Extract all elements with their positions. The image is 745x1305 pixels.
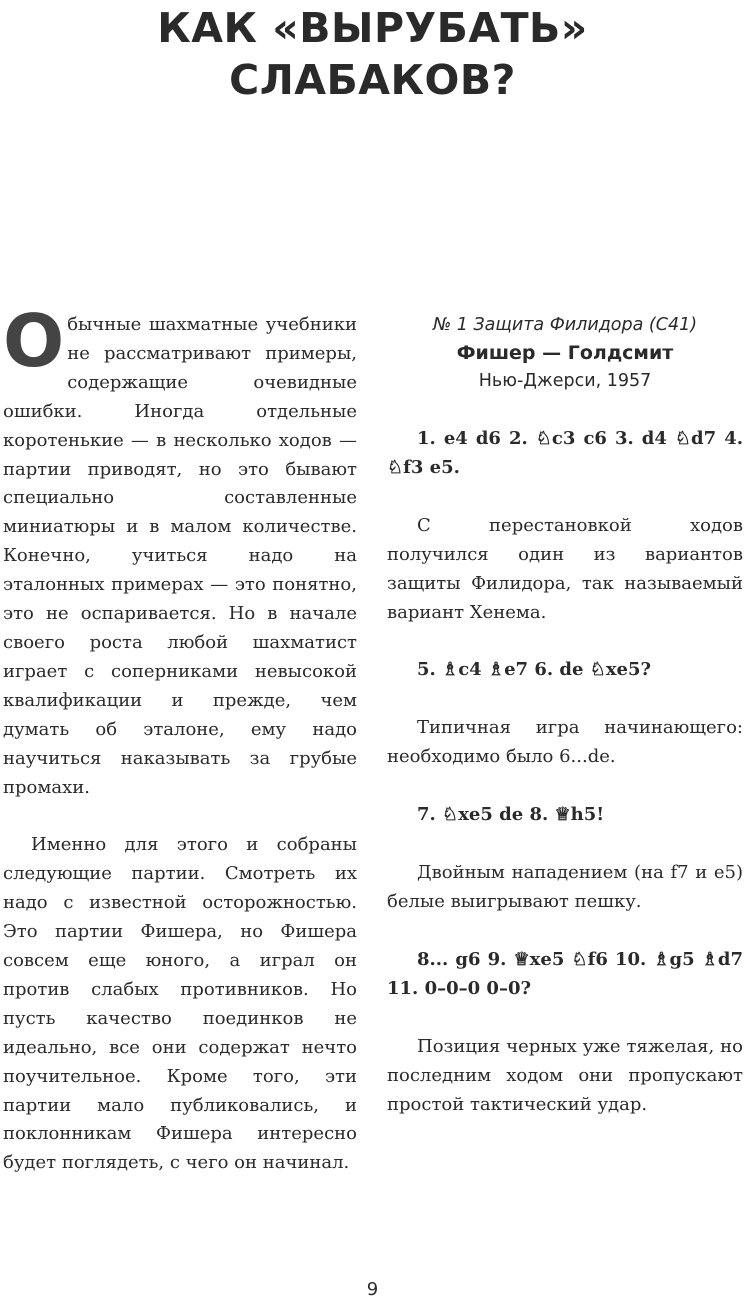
comment-block-2: Типичная игра начинающего: необходимо было 6...de. bbox=[387, 717, 743, 768]
page-number: 9 bbox=[366, 1279, 379, 1300]
moves-block-2: 5. ♗c4 ♗e7 6. de ♘xe5? bbox=[417, 659, 652, 681]
right-column bbox=[387, 311, 743, 1119]
game-header bbox=[387, 311, 743, 395]
moves-block-3: 7. ♘xe5 de 8. ♕h5! bbox=[417, 804, 605, 826]
comment-block-1: С перестановкой ходов получился один из вариантов защиты Филидора, так называемый вариант Хенема. bbox=[387, 514, 743, 623]
second-paragraph: Именно для этого и собраны следующие партии. Смотреть их надо с известной осторожностью. Это партии Фишера, но Фишера совсем еще юного, а играл он против слабых противников. Но пусть качество поединков не идеально, все они содержат нечто поучительное. Кроме того, эти партии мало публиковались, и поклонникам Фишера интересно будет поглядеть, с чего он начинал. bbox=[3, 834, 357, 1174]
intro-paragraph bbox=[3, 299, 357, 802]
comment-block-4: Позиция черных уже тяжелая, но последним ходом они пропускают простой тактический удар. bbox=[387, 1035, 743, 1115]
comment-block-3: Двойным нападением (на f7 и e5) белые выигрывают пешку. bbox=[387, 862, 743, 912]
game-players: Фишер — Голдсмит bbox=[456, 342, 674, 364]
title-line-1: КАК «ВЫРУБАТЬ» bbox=[157, 4, 588, 52]
moves-block-1: 1. e4 d6 2. ♘c3 c6 3. d4 ♘d7 4. ♘f3 e5. bbox=[387, 428, 743, 478]
left-column bbox=[3, 299, 357, 1178]
page-title bbox=[0, 2, 745, 106]
drop-cap: О bbox=[3, 299, 65, 383]
game-number: № 1 Защита Филидора (С41) bbox=[432, 315, 698, 335]
moves-block-4: 8... g6 9. ♕xe5 ♘f6 10. ♗g5 ♗d7 11. 0–0–0 0–0? bbox=[387, 948, 743, 999]
title-line-2: СЛАБАКОВ? bbox=[229, 56, 516, 104]
game-place-year: Нью-Джерси, 1957 bbox=[478, 371, 652, 391]
intro-paragraph-text: бычные шахматные учебники не рассматривают примеры, содержащие очевидные ошибки. Иногда отдельные коротенькие — в несколько ходов — партии приводят, но это бывают специально составленные миниатюры и в малом количестве. Конечно, учиться надо на эталонных примерах — это понятно, это не оспаривается. Но в начале своего роста любой шахматист играет с соперниками невысокой квалификации и прежде, чем думать об эталоне, ему надо научиться наказывать за грубые промахи. bbox=[3, 314, 357, 798]
